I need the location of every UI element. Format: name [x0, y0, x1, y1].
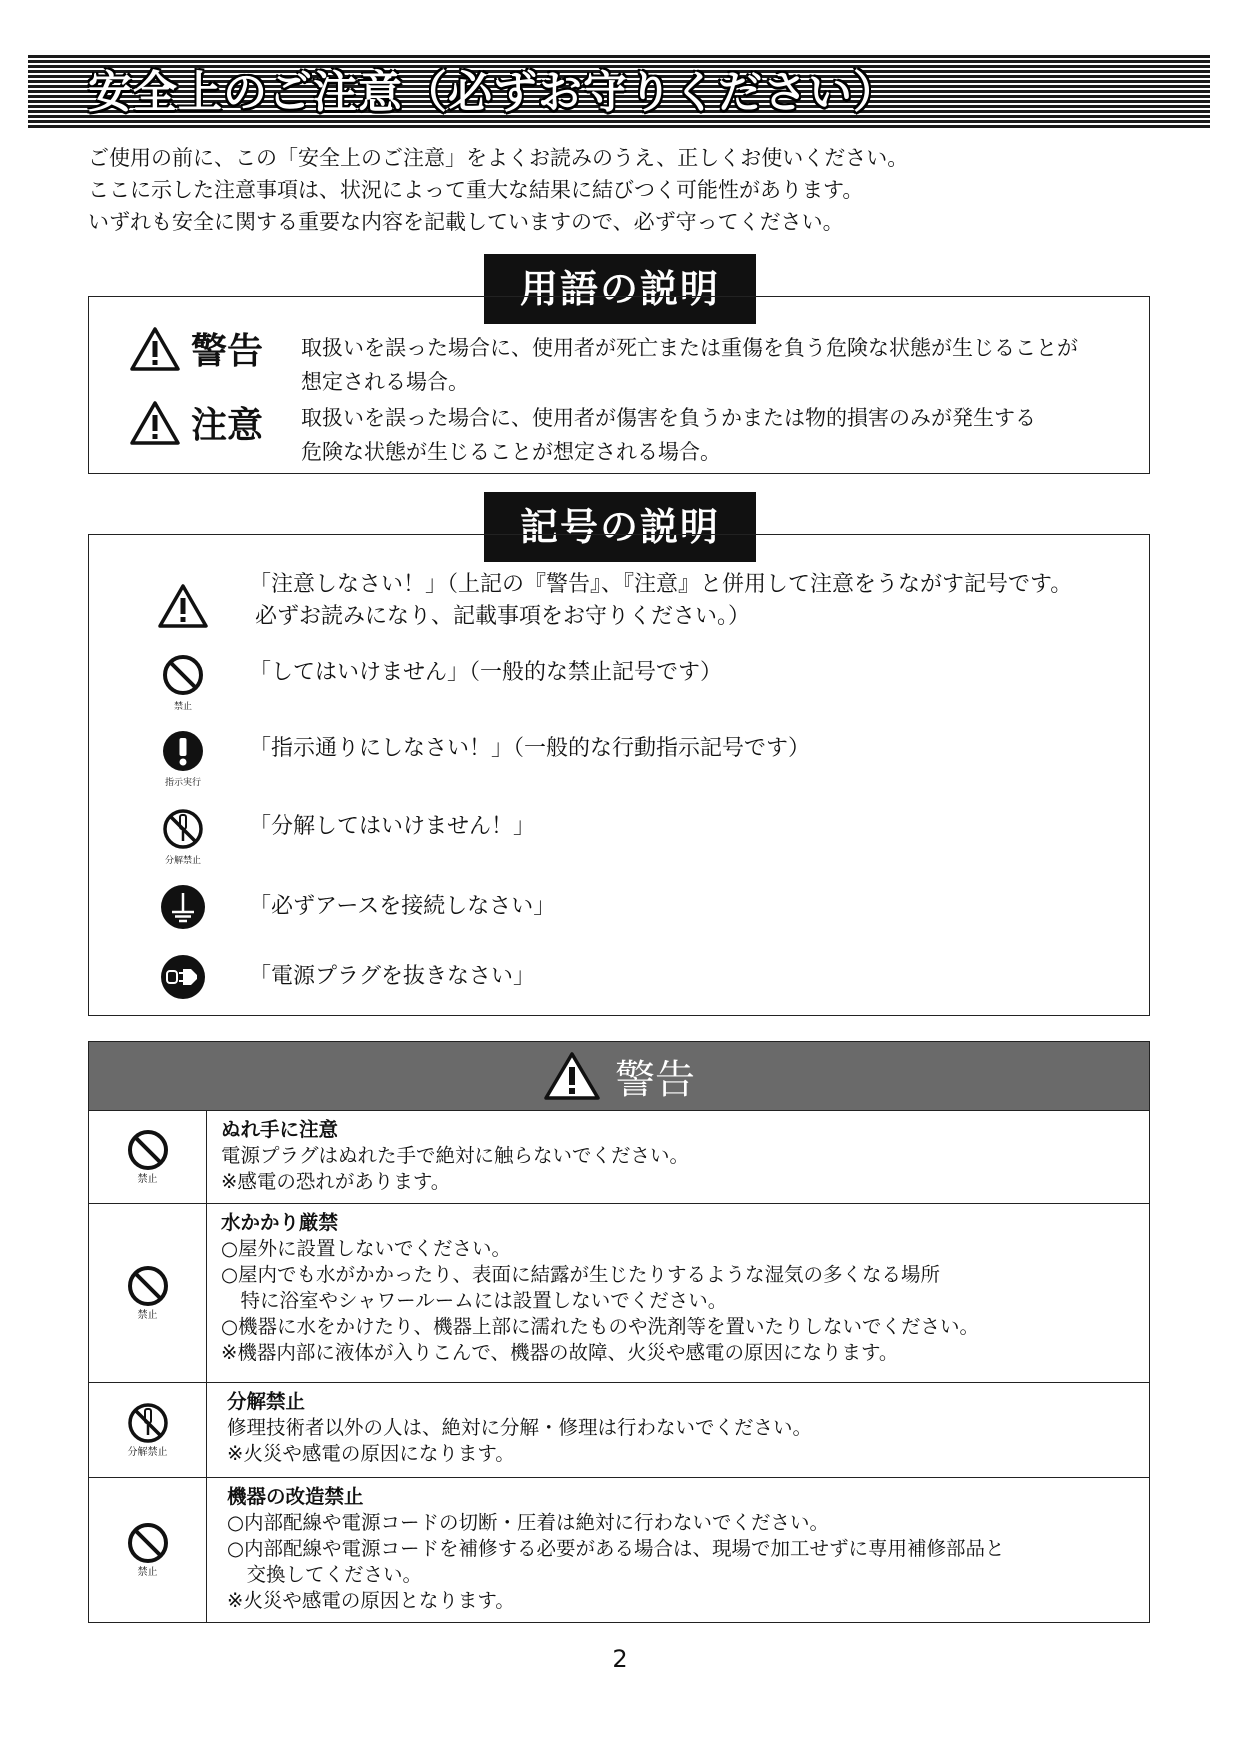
symbol-row: [89, 807, 1149, 877]
warning-item-line: ※火災や感電の原因となります。: [227, 1589, 515, 1612]
symbol-description-line: 必ずお読みになり、記載事項をお守りください。）: [255, 604, 751, 629]
ground-icon: [159, 883, 207, 931]
term-description-line: 取扱いを誤った場合に、使用者が傷害を負うかまたは物的損害のみが発生する: [301, 406, 1036, 430]
warning-item-line: ※感電の恐れがあります。: [221, 1170, 451, 1193]
warning-item-line: 特に浴室やシャワールームには設置しないでください。: [221, 1289, 728, 1312]
warning-icon-caption: 分解禁止: [127, 1447, 168, 1458]
title-bar: [28, 55, 1210, 130]
warning-item-line: ○内部配線や電源コードを補修する必要がある場合は、現場で加工せずに専用補修部品と: [227, 1537, 1005, 1560]
prohibition-icon: [126, 1264, 170, 1308]
warning-content: [207, 1111, 1149, 1203]
warning-icon-caption: 禁止: [137, 1174, 158, 1185]
warning-triangle-icon: [129, 400, 181, 446]
warning-item-line: 電源プラグはぬれた手で絶対に触らないでください。: [221, 1144, 690, 1167]
prohibition-icon: [161, 653, 205, 697]
warning-icon-caption: 禁止: [137, 1567, 158, 1578]
symbol-row: [89, 729, 1149, 799]
symbol-description: 「電源プラグを抜きなさい」: [249, 964, 536, 989]
warning-table: [88, 1041, 1150, 1623]
warning-content: [207, 1204, 1149, 1382]
warning-item-title: 機器の改造禁止: [227, 1485, 364, 1508]
symbol-caption: 分解禁止: [164, 856, 201, 866]
warning-table-title: 警告: [615, 1056, 695, 1103]
intro-text: [88, 142, 1188, 238]
page-title: 安全上のご注意（必ずお守りください）: [88, 67, 898, 118]
intro-line: ここに示した注意事項は、状況によって重大な結果に結びつく可能性があります。: [88, 178, 864, 202]
term-description: [301, 331, 1121, 399]
term-description-line: 危険な状態が生じることが想定される場合。: [301, 440, 721, 464]
warning-item-line: ○機器に水をかけたり、機器上部に濡れたものや洗剤等を置いたりしないでください。: [221, 1315, 980, 1338]
symbol-description: [249, 569, 1119, 633]
warning-row: [89, 1478, 1149, 1622]
prohibition-icon: [126, 1128, 170, 1172]
no-disassembly-icon: [161, 807, 205, 851]
unplug-icon: [159, 953, 207, 1001]
warning-row: [89, 1111, 1149, 1204]
warning-item-line: ※火災や感電の原因になります。: [227, 1442, 515, 1465]
symbols-heading: 記号の説明: [484, 492, 756, 562]
warning-table-header: [89, 1042, 1149, 1111]
warning-row: [89, 1383, 1149, 1478]
term-label-text: 警告: [191, 331, 264, 372]
symbol-row: [89, 653, 1149, 723]
term-label-text: 注意: [191, 405, 264, 446]
symbol-description: 「分解してはいけません！」: [249, 814, 536, 839]
prohibition-icon: [126, 1521, 170, 1565]
warning-item-title: ぬれ手に注意: [221, 1118, 339, 1141]
term-description-line: 取扱いを誤った場合に、使用者が死亡または重傷を負う危険な状態が生じることが: [301, 336, 1078, 360]
warning-content: [207, 1383, 1149, 1477]
symbols-box: [88, 534, 1150, 1016]
intro-line: いずれも安全に関する重要な内容を記載していますので、必ず守ってください。: [88, 210, 844, 234]
term-label-caution: [129, 397, 263, 448]
warning-item-title: 水かかり厳禁: [221, 1211, 339, 1234]
warning-triangle-icon: [543, 1051, 601, 1101]
symbol-description-line: 「注意しなさい！」（上記の『警告』、『注意』と併用して注意をうながす記号です。: [249, 572, 1073, 597]
warning-triangle-icon: [129, 326, 181, 372]
symbol-caption: 禁止: [173, 702, 192, 712]
term-label-warning: [129, 323, 263, 374]
no-disassembly-icon: [126, 1401, 170, 1445]
warning-item-line: 交換してください。: [227, 1563, 423, 1586]
warning-item-line: 修理技術者以外の人は、絶対に分解・修理は行わないでください。: [227, 1416, 813, 1439]
warning-item-title: 分解禁止: [227, 1390, 306, 1413]
warning-content: [207, 1478, 1149, 1622]
terms-box: [88, 296, 1150, 474]
terms-heading: 用語の説明: [484, 254, 756, 324]
warning-triangle-icon: [157, 583, 209, 629]
warning-row: [89, 1204, 1149, 1383]
symbol-description: 「してはいけません」（一般的な禁止記号です）: [249, 660, 723, 685]
symbol-caption: 指示実行: [164, 778, 201, 788]
warning-item-line: ○屋内でも水がかかったり、表面に結露が生じたりするような湿気の多くなる場所: [221, 1263, 941, 1286]
warning-item-line: ○内部配線や電源コードの切断・圧着は絶対に行わないでください。: [227, 1511, 830, 1534]
page-number: 2: [612, 1645, 628, 1673]
symbol-row: [89, 953, 1149, 1023]
intro-line: ご使用の前に、この「安全上のご注意」をよくお読みのうえ、正しくお使いください。: [88, 146, 909, 170]
term-description-line: 想定される場合。: [301, 370, 469, 394]
warning-item-line: ○屋外に設置しないでください。: [221, 1237, 512, 1260]
symbol-row: [89, 883, 1149, 953]
term-description: [301, 401, 1121, 469]
symbol-description: 「必ずアースを接続しなさい」: [249, 894, 556, 919]
warning-icon-caption: 禁止: [137, 1310, 158, 1321]
mandatory-action-icon: [161, 729, 205, 773]
symbol-row: [89, 572, 1149, 645]
warning-item-line: ※機器内部に液体が入りこんで、機器の故障、火災や感電の原因になります。: [221, 1341, 899, 1364]
symbol-description: 「指示通りにしなさい！」（一般的な行動指示記号です）: [249, 736, 811, 761]
